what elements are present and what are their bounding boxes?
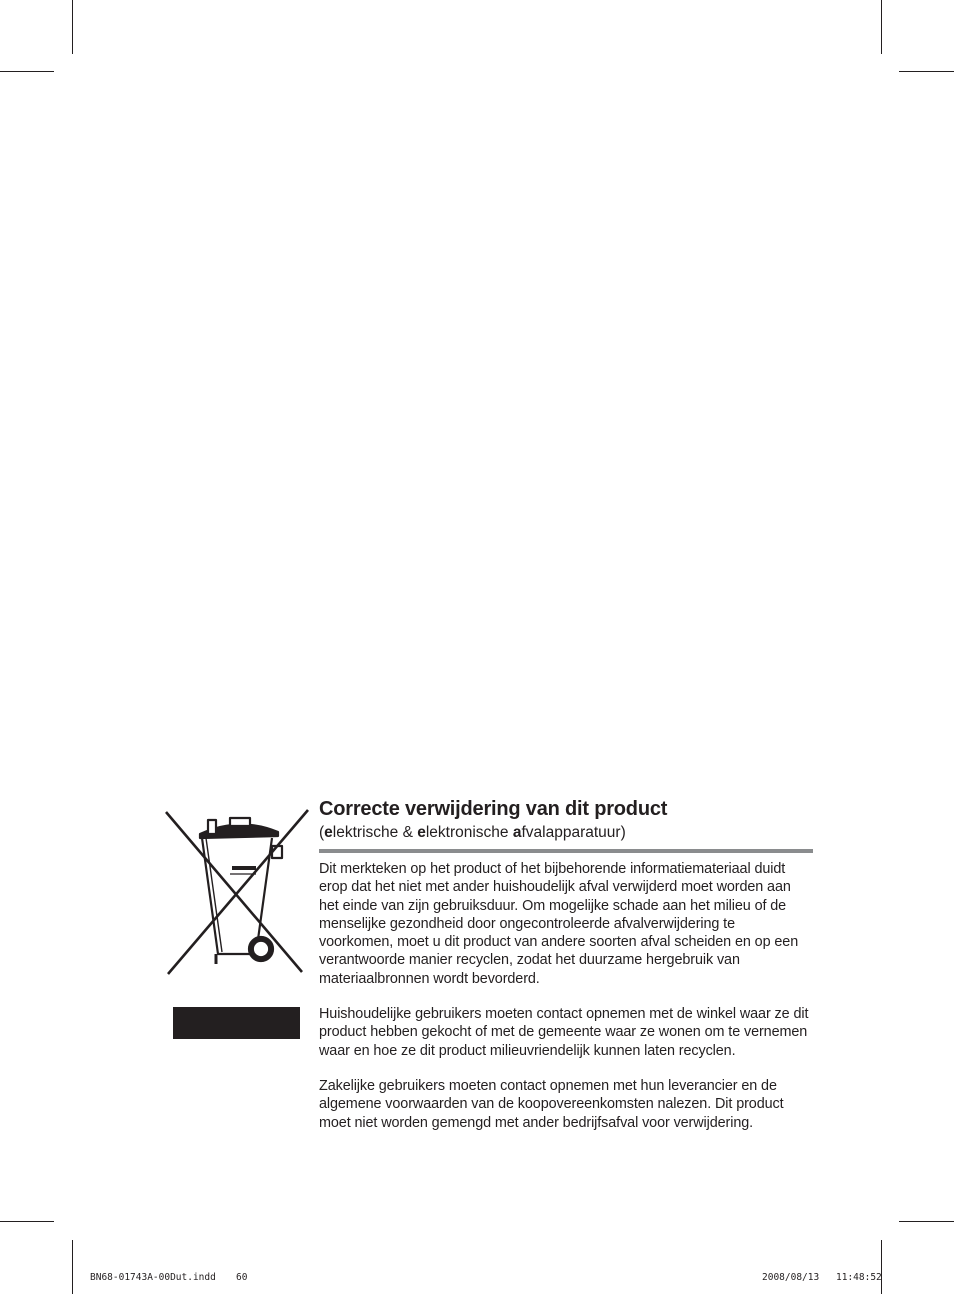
paragraph: Zakelijke gebruikers moeten contact opnemen met hun leverancier en de algemene voorwaarden van de koopovereenkomsten nalezen. Dit product moet niet worden gemengd met ander bedrijfsafval voor verwijdering. [319, 1077, 784, 1131]
title-rule [319, 849, 813, 853]
paragraph: Dit merkteken op het product of het bijbehorende informatiemateriaal duidt erop dat het niet met ander huishoudelijk afval verwijderd moet worden aan het einde van zijn gebruiksduur. Om mogelijke schade aan het milieu of de menselijke gezondheid door ongecontroleerde afvalverwijdering te voorkomen, moet u dit product van andere soorten afval scheiden en op een verantwoorde manier recyclen, zodat het duurzame hergebruik van materiaalbronnen wordt bevorderd. [319, 861, 799, 987]
crop-mark [899, 1221, 954, 1222]
paragraph: Huishoudelijke gebruikers moeten contact opnemen met de winkel waar ze dit product hebben gekocht of met de gemeente waar ze wonen om te vernemen waar en hoe ze dit product milieuvriendelijk kunnen laten recyclen. [319, 1006, 809, 1059]
slug-date: 2008/08/13 [762, 1272, 820, 1283]
crop-mark [899, 71, 954, 72]
crop-mark [881, 1240, 882, 1294]
crop-mark [72, 0, 73, 54]
subtitle-initial: e [324, 824, 333, 841]
black-bar [173, 1007, 300, 1039]
body-text [319, 860, 813, 1149]
subtitle-initial: a [512, 824, 522, 841]
section-title: Correcte verwijdering van dit product [319, 798, 668, 820]
crop-mark [0, 71, 54, 72]
slug-time: 11:48:52 [836, 1272, 882, 1283]
subtitle-word: lektronische [425, 824, 513, 841]
slug-filename: BN68-01743A-00Dut.indd [90, 1272, 216, 1283]
slug-page-number: 60 [236, 1272, 248, 1283]
section-subtitle [319, 824, 626, 842]
crop-mark [881, 0, 882, 54]
crop-mark [72, 1240, 73, 1294]
crossed-out-wheelie-bin-icon [160, 806, 310, 976]
subtitle-initial: e [417, 824, 426, 841]
subtitle-word: fvalapparatuur) [521, 824, 626, 841]
subtitle-word: lektrische & [332, 824, 418, 841]
subtitle-open-paren: ( [319, 824, 325, 841]
crop-mark [0, 1221, 54, 1222]
